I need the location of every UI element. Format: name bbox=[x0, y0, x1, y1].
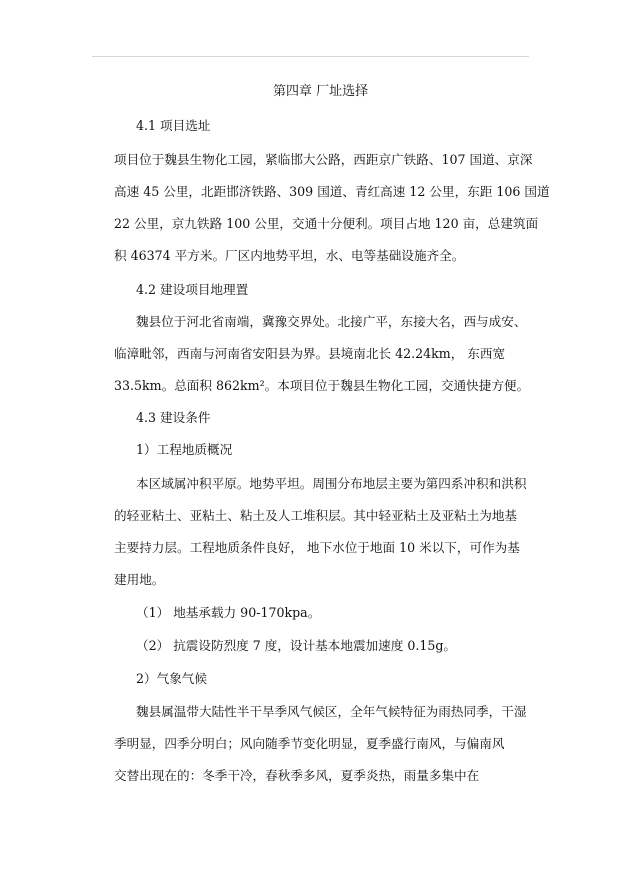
subsection-geology-heading: 1）工程地质概况 bbox=[136, 442, 233, 457]
section-4-1-line-1: 项目位于魏县生物化工园，紧临邯大公路，西距京广铁路、107 国道、京深 bbox=[114, 152, 533, 167]
geology-item-2: （2） 抗震设防烈度 7 度，设计基本地震加速度 0.15g。 bbox=[136, 638, 457, 653]
subsection-climate-heading: 2）气象气候 bbox=[136, 671, 207, 686]
section-4-2-line-2: 临漳毗邻，西南与河南省安阳县为界。县境南北长 42.24km， 东西宽 bbox=[114, 346, 506, 361]
section-4-2-line-1: 魏县位于河北省南端，冀豫交界处。北接广平，东接大名，西与成安、 bbox=[136, 314, 527, 329]
section-4-3-heading: 4.3 建设条件 bbox=[136, 410, 211, 425]
climate-line-1: 魏县属温带大陆性半干旱季风气候区，全年气候特征为雨热同季，干湿 bbox=[136, 704, 527, 719]
section-4-1-line-4: 积 46374 平方米。厂区内地势平坦，水、电等基础设施齐全。 bbox=[114, 248, 465, 263]
section-4-1-line-3: 22 公里，京九铁路 100 公里，交通十分便利。项目占地 120 亩，总建筑面 bbox=[114, 216, 539, 231]
section-4-1-line-2: 高速 45 公里，北距邯济铁路、309 国道、青红高速 12 公里，东距 106 国道 bbox=[114, 184, 550, 199]
header-rule bbox=[92, 56, 529, 57]
climate-line-2: 季明显，四季分明白；风向随季节变化明显，夏季盛行南风，与偏南风 bbox=[114, 736, 505, 751]
geology-line-3: 主要持力层。工程地质条件良好， 地下水位于地面 10 米以下，可作为基 bbox=[114, 540, 520, 555]
section-4-2-heading: 4.2 建设项目地理置 bbox=[136, 282, 249, 297]
chapter-title: 第四章 厂址选择 bbox=[273, 84, 369, 99]
climate-line-3: 交替出现在的：冬季干冷，春秋季多风，夏季炎热，雨量多集中在 bbox=[114, 768, 480, 783]
section-4-1-heading: 4.1 项目选址 bbox=[136, 118, 211, 133]
geology-item-1: （1） 地基承载力 90-170kpa。 bbox=[136, 605, 321, 620]
geology-line-4: 建用地。 bbox=[114, 572, 165, 587]
geology-line-2: 的轻亚粘土、亚粘土、粘土及人工堆积层。其中轻亚粘土及亚粘土为地基 bbox=[114, 508, 517, 523]
section-4-2-line-3: 33.5km。总面积 862km²。本项目位于魏县生物化工园，交通快捷方便。 bbox=[114, 378, 530, 393]
geology-line-1: 本区域属冲积平原。地势平坦。周围分布地层主要为第四系冲积和洪积 bbox=[136, 476, 527, 491]
